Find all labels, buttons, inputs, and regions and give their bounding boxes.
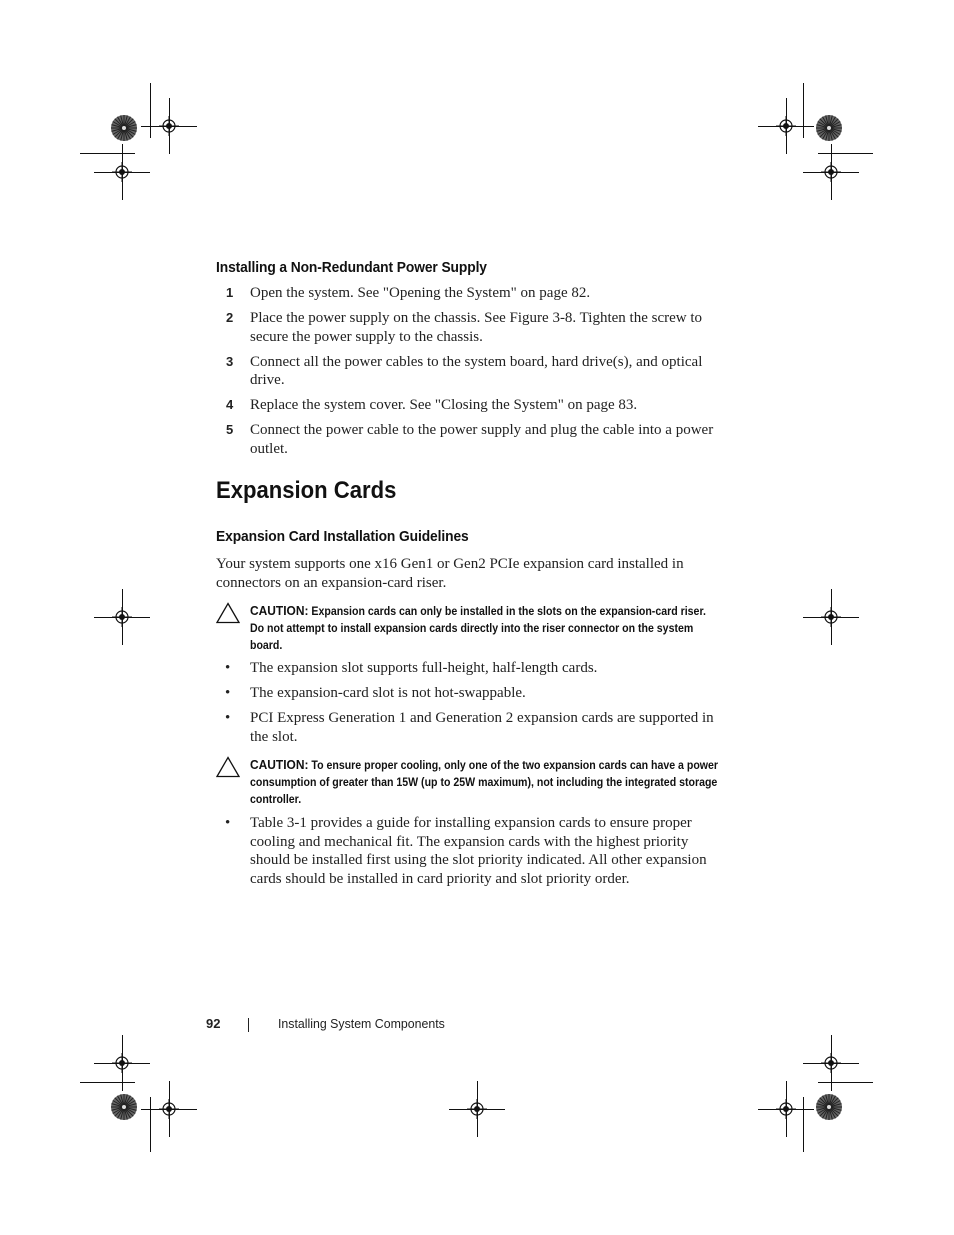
- step-text: Place the power supply on the chassis. See Figure 3-8. Tighten the screw to secure the power supply to the chassis.: [250, 310, 703, 345]
- caution-note-2: [216, 756, 719, 809]
- step-item: [216, 396, 716, 415]
- section-heading-power-supply: Installing a Non-Redundant Power Supply: [216, 259, 487, 276]
- crop-line: [818, 1082, 873, 1083]
- page-title: Expansion Cards: [216, 477, 397, 504]
- crop-line: [80, 153, 135, 154]
- crop-line: [150, 83, 151, 138]
- step-text: Connect the power cable to the power supply and plug the cable into a power outlet.: [250, 422, 714, 457]
- crop-line: [803, 1097, 804, 1152]
- caution-label: CAUTION:: [250, 757, 309, 772]
- step-number: 3: [226, 353, 234, 369]
- step-number: 5: [226, 422, 234, 437]
- step-number: 1: [226, 285, 234, 300]
- caution-note-1: [216, 602, 716, 655]
- list-item: [216, 684, 716, 703]
- crop-line: [169, 98, 170, 154]
- step-item: [216, 421, 716, 458]
- step-text: Replace the system cover. See "Closing the System" on page 83.: [250, 397, 638, 413]
- bullet-text: PCI Express Generation 1 and Generation 2 expansion cards are supported in the slot.: [250, 710, 714, 745]
- step-text: Connect all the power cables to the system board, hard drive(s), and optical drive.: [250, 353, 703, 388]
- section-heading-guidelines: Expansion Card Installation Guidelines: [216, 528, 469, 545]
- crop-line: [477, 1081, 478, 1137]
- bullet-icon: •: [225, 685, 231, 701]
- priority-bullets: [216, 814, 716, 895]
- step-item: [216, 309, 716, 346]
- step-number: 2: [226, 310, 234, 325]
- starburst-rosette-icon: [815, 114, 843, 142]
- footer-divider: [248, 1018, 249, 1032]
- caution-triangle-icon: [216, 756, 240, 778]
- bullet-icon: •: [225, 815, 231, 831]
- caution-triangle-icon: [216, 602, 240, 624]
- footer-chapter-title: Installing System Components: [278, 1016, 445, 1031]
- caution-body: Expansion cards can only be installed in the slots on the expansion-card riser. Do not attempt to install expansion cards directly into the riser connector on the system board.: [250, 606, 706, 652]
- step-text: Open the system. See "Opening the System" on page 82.: [250, 285, 591, 301]
- power-supply-steps: [216, 284, 716, 465]
- slot-bullets: [216, 659, 716, 753]
- step-number: 4: [226, 397, 234, 412]
- starburst-rosette-icon: [110, 1093, 138, 1121]
- crop-line: [818, 153, 873, 154]
- bullet-text: The expansion-card slot is not hot-swappable.: [250, 685, 526, 701]
- bullet-icon: •: [225, 660, 231, 676]
- caution-body: To ensure proper cooling, only one of the two expansion cards can have a power consumption of greater than 15W (up to 25W maximum), not including the integrated storage controller.: [250, 760, 719, 806]
- bullet-icon: •: [225, 710, 231, 726]
- step-item: [216, 353, 716, 390]
- starburst-rosette-icon: [815, 1093, 843, 1121]
- list-item: [216, 709, 716, 746]
- crop-line: [786, 1081, 787, 1137]
- caution-text: [250, 602, 719, 655]
- starburst-rosette-icon: [110, 114, 138, 142]
- crop-line: [80, 1082, 135, 1083]
- step-item: [216, 284, 716, 303]
- bullet-text: Table 3-1 provides a guide for installing expansion cards to ensure proper cooling and mechanical fit. The expansion cards with the highest priority should be installed first using the slot priority indicated. All other expansion cards should be installed in card priority and slot priority order.: [250, 815, 707, 887]
- page-number: 92: [206, 1016, 221, 1031]
- crop-line: [150, 1097, 151, 1152]
- list-item: [216, 814, 716, 888]
- crop-line: [831, 589, 832, 645]
- intro-paragraph: Your system supports one x16 Gen1 or Gen2 PCIe expansion card installed in connectors on an expansion-card riser.: [216, 556, 684, 591]
- bullet-text: The expansion slot supports full-height, half-length cards.: [250, 660, 598, 676]
- crop-line: [122, 589, 123, 645]
- caution-text: [250, 756, 719, 809]
- caution-label: CAUTION:: [250, 603, 309, 618]
- crop-line: [169, 1081, 170, 1137]
- crop-line: [803, 83, 804, 138]
- list-item: [216, 659, 716, 678]
- crop-line: [786, 98, 787, 154]
